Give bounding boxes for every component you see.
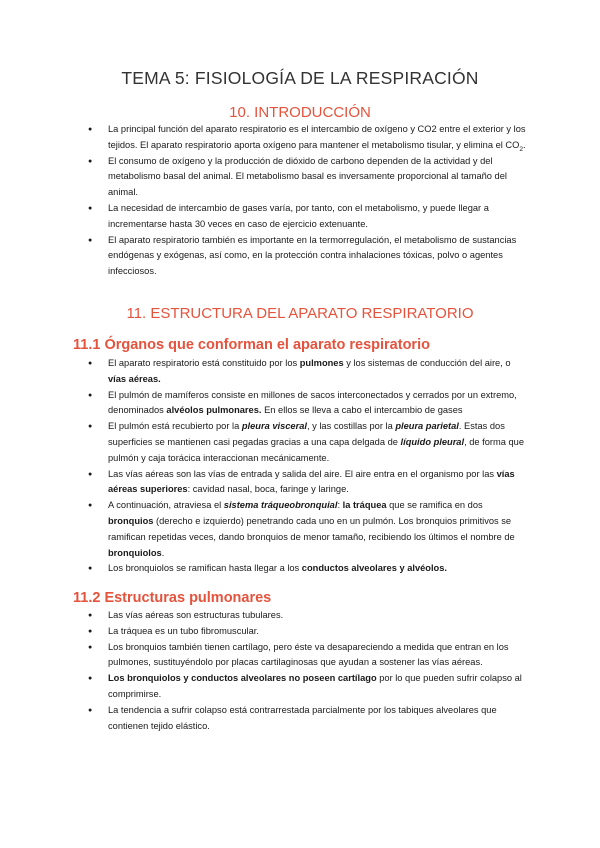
list-item: ● A continuación, atraviesa el sistema tráqueobronquial: la tráquea que se ramifica en dos bronquios (derecho e izquierdo) penetrando cada uno en un pulmón. Los bronquios primitivos se ramifican repetidas veces, dando bronquios de menor tamaño, recibiendo los últimos el nombre de bronquiolos.	[108, 498, 528, 561]
organos-bullet-list	[108, 356, 528, 577]
list-item: ● El aparato respiratorio también es importante en la termorregulación, el metabolismo de sustancias endógenas y exógenas, así como, en la protección contra inhalaciones tóxicas, polvo o agentes infecciosos.	[108, 233, 528, 280]
list-item: ● El consumo de oxígeno y la producción de dióxido de carbono dependen de la actividad y del metabolismo basal del animal. El metabolismo basal es inversamente proporcional al tamaño del animal.	[108, 154, 528, 201]
list-item: ● El pulmón de mamíferos consiste en millones de sacos interconectados y cerrados por un extremo, denominados alvéolos pulmonares. En ellos se lleva a cabo el intercambio de gases	[108, 388, 528, 420]
subsection-heading-organos: 11.1 Órganos que conforman el aparato respiratorio	[73, 337, 430, 353]
list-item: ● La principal función del aparato respiratorio es el intercambio de oxígeno y CO2 entre el exterior y los tejidos. El aparato respiratorio aporta oxígeno para mantener el metabolismo tisular, y elimina el $CO_2$.	[108, 122, 528, 154]
list-item: ● La tráquea es un tubo fibromuscular.	[108, 624, 528, 640]
list-item: ● Los bronquiolos y conductos alveolares no poseen cartílago por lo que pueden sufrir colapso al comprimirse.	[108, 671, 528, 703]
list-item: ● Las vías aéreas son las vías de entrada y salida del aire. El aire entra en el organismo por las vías aéreas superiores: cavidad nasal, boca, faringe y laringe.	[108, 467, 528, 499]
list-item: ● El aparato respiratorio está constituido por los pulmones y los sistemas de conducción del aire, o vías aéreas.	[108, 356, 528, 388]
section-heading-introduccion: 10. INTRODUCCIÓN	[229, 104, 371, 121]
estructuras-bullet-list	[108, 608, 528, 734]
section-heading-estructura: 11. ESTRUCTURA DEL APARATO RESPIRATORIO	[126, 305, 474, 322]
list-item: ● La tendencia a sufrir colapso está contrarrestada parcialmente por los tabiques alveolares que contienen tejido elástico.	[108, 703, 528, 735]
list-item: ● Las vías aéreas son estructuras tubulares.	[108, 608, 528, 624]
subsection-heading-estructuras: 11.2 Estructuras pulmonares	[73, 590, 272, 606]
list-item: ● El pulmón está recubierto por la pleura visceral, y las costillas por la pleura parietal. Estas dos superficies se mantienen casi pegadas gracias a una capa delgada de líquido pleural, de forma que pulmón y caja torácica interaccionan mecánicamente.	[108, 419, 528, 466]
list-item: ● Los bronquios también tienen cartílago, pero éste va desapareciendo a medida que entran en los pulmones, sustituyéndolo por placas cartilaginosas que ayudan a sostener las vías aéreas.	[108, 640, 528, 672]
document-title: TEMA 5: FISIOLOGÍA DE LA RESPIRACIÓN	[121, 68, 479, 88]
list-item: ● La necesidad de intercambio de gases varía, por tanto, con el metabolismo, y puede llegar a incrementarse hasta 30 veces en caso de ejercicio extenuante.	[108, 201, 528, 233]
intro-bullet-list	[108, 122, 528, 280]
list-item: ● Los bronquiolos se ramifican hasta llegar a los conductos alveolares y alvéolos.	[108, 561, 528, 577]
